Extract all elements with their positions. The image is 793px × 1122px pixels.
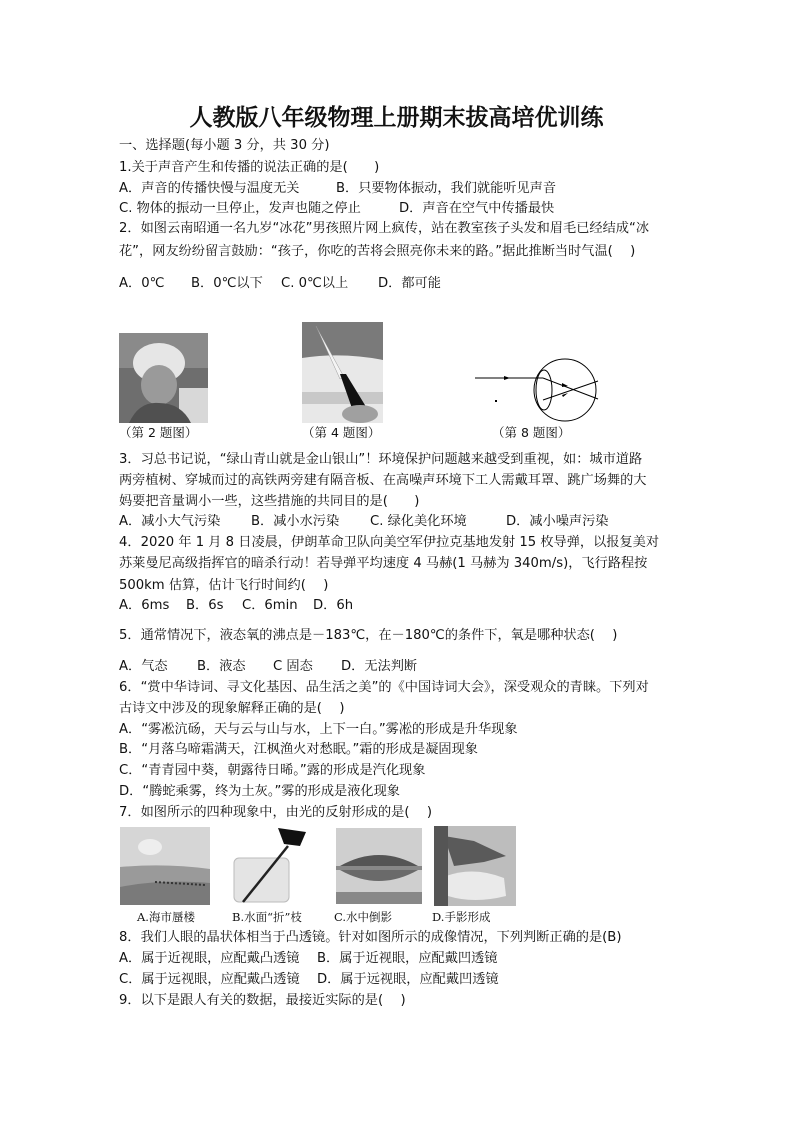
question-8-options-ab: [119, 950, 497, 968]
q7-mirage-photo: [120, 827, 210, 905]
q7-caption-c: C.水中倒影: [334, 910, 393, 924]
q7-hand-shadow-photo: [434, 826, 516, 906]
q7-water-reflection-photo: [336, 828, 422, 904]
q2-option-d: D．都可能: [378, 276, 441, 291]
q3-option-c: C. 绿化美化环境: [370, 514, 467, 529]
question-5-stem: 5．通常情况下，液态氧的沸点是－183℃，在－180℃的条件下，氧是哪种状态( ): [119, 628, 618, 643]
q6-option-c: C．“青青园中葵，朝露待日晞。”露的形成是汽化现象: [119, 763, 426, 778]
q4-option-b: B．6s: [186, 598, 224, 613]
question-3-options: [119, 513, 608, 531]
page-title: 人教版八年级物理上册期末拔高培优训练: [189, 105, 604, 131]
question-1-stem: 1.关于声音产生和传播的说法正确的是( ): [119, 160, 380, 175]
question-2-stem-line1: 2．如图云南昭通一名九岁“冰花”男孩照片网上疯传，站在教室孩子头发和眉毛已经结成“冰: [119, 221, 650, 236]
q6-option-b: B．“月落乌啼霜满天，江枫渔火对愁眠。”霜的形成是凝固现象: [119, 742, 478, 757]
figure-8-caption: （第 8 题图）: [492, 425, 571, 440]
question-9-stem: 9．以下是跟人有关的数据，最接近实际的是( ): [119, 993, 406, 1008]
question-3-stem-line1: 3．习总书记说，“绿山青山就是金山银山”！环境保护问题越来越受到重视，如：城市道路: [119, 452, 643, 467]
question-4-stem-line3: 500km 估算，估计飞行时间约( ): [119, 578, 329, 593]
q1-option-a: A．声音的传播快慢与温度无关: [119, 181, 300, 196]
q7-caption-d: D.手影形成: [432, 910, 491, 924]
q4-option-a: A．6ms: [119, 598, 170, 613]
question-3-stem-line3: 妈要把音量调小一些，这些措施的共同目的是( ): [119, 494, 420, 509]
question-3-stem-line2: 两旁植树、穿城而过的高铁两旁建有隔音板、在高噪声环境下工人需戴耳罩、跳广场舞的大: [119, 473, 647, 488]
q3-option-d: D．减小噪声污染: [506, 514, 609, 529]
q8-option-d: D．属于远视眼，应配戴凹透镜: [317, 972, 499, 987]
q5-option-b: B．液态: [197, 659, 246, 674]
q2-option-a: A．0℃: [119, 276, 165, 291]
q1-option-b: B．只要物体振动，我们就能听见声音: [336, 181, 557, 196]
q8-option-b: B．属于近视眼，应配戴凹透镜: [317, 951, 498, 966]
q1-option-c: C. 物体的振动一旦停止，发声也随之停止: [119, 201, 361, 216]
question-4-stem-line1: 4．2020 年 1 月 8 日凌晨，伊朗革命卫队向美空军伊拉克基地发射 15 枚导弹，以报复美对: [119, 535, 660, 550]
question-2-stem-line2: 花”，网友纷纷留言鼓励：“孩子，你吃的苦将会照亮你未来的路。”据此推断当时气温( ): [119, 244, 636, 259]
question-8-options-cd: [119, 971, 499, 989]
section-heading: 一、选择题(每小题 3 分，共 30 分): [119, 138, 330, 153]
question-4-stem-line2: 苏莱曼尼高级指挥官的暗杀行动！若导弹平均速度 4 马赫(1 马赫为 340m/s)，飞行路程按: [119, 556, 648, 571]
q8-option-c: C．属于远视眼，应配戴凸透镜: [119, 972, 300, 987]
question-4-options: [119, 597, 353, 615]
question-1-options-ab: [119, 180, 556, 198]
question-6-stem-line2: 古诗文中涉及的现象解释正确的是( ): [119, 701, 345, 716]
q8-option-a: A．属于近视眼，应配戴凸透镜: [119, 951, 300, 966]
figure-2-caption: （第 2 题图）: [119, 425, 198, 440]
figure-4-caption: （第 4 题图）: [302, 425, 381, 440]
q6-option-a: A．“雾凇沆砀，天与云与山与水，上下一白。”雾凇的形成是升华现象: [119, 722, 518, 737]
q7-bent-stick-photo: [228, 826, 318, 906]
q5-option-a: A．气态: [119, 659, 168, 674]
q7-caption-a: A.海市蜃楼: [137, 910, 195, 924]
question-1-options-cd: [119, 200, 554, 218]
question-5-options: [119, 658, 417, 676]
q2-option-c: C. 0℃以上: [281, 276, 349, 291]
q1-option-d: D．声音在空气中传播最快: [399, 201, 555, 216]
question-6-stem-line1: 6．“赏中华诗词、寻文化基因、品生活之美”的《中国诗词大会》，深受观众的青睐。下列对: [119, 680, 649, 695]
q6-option-d: D．“腾蛇乘雾，终为土灰。”雾的形成是液化现象: [119, 784, 400, 799]
q4-option-d: D．6h: [313, 598, 354, 613]
figure-ice-flower-boy-photo: [119, 333, 208, 423]
figure-eye-ray-diagram: [470, 355, 605, 425]
q4-option-c: C．6min: [242, 598, 298, 613]
figure-missile-launch-photo: [302, 322, 383, 423]
q7-caption-b: B.水面“折”枝: [232, 910, 302, 924]
q5-option-c: C 固态: [273, 659, 313, 674]
question-8-stem: 8．我们人眼的晶状体相当于凸透镜。针对如图所示的成像情况，下列判断正确的是(B): [119, 930, 622, 945]
question-2-options: [119, 275, 441, 293]
q5-option-d: D．无法判断: [341, 659, 418, 674]
question-7-stem: 7．如图所示的四种现象中，由光的反射形成的是( ): [119, 805, 432, 820]
q3-option-b: B．减小水污染: [251, 514, 340, 529]
q2-option-b: B．0℃以下: [191, 276, 263, 291]
q3-option-a: A．减小大气污染: [119, 514, 221, 529]
